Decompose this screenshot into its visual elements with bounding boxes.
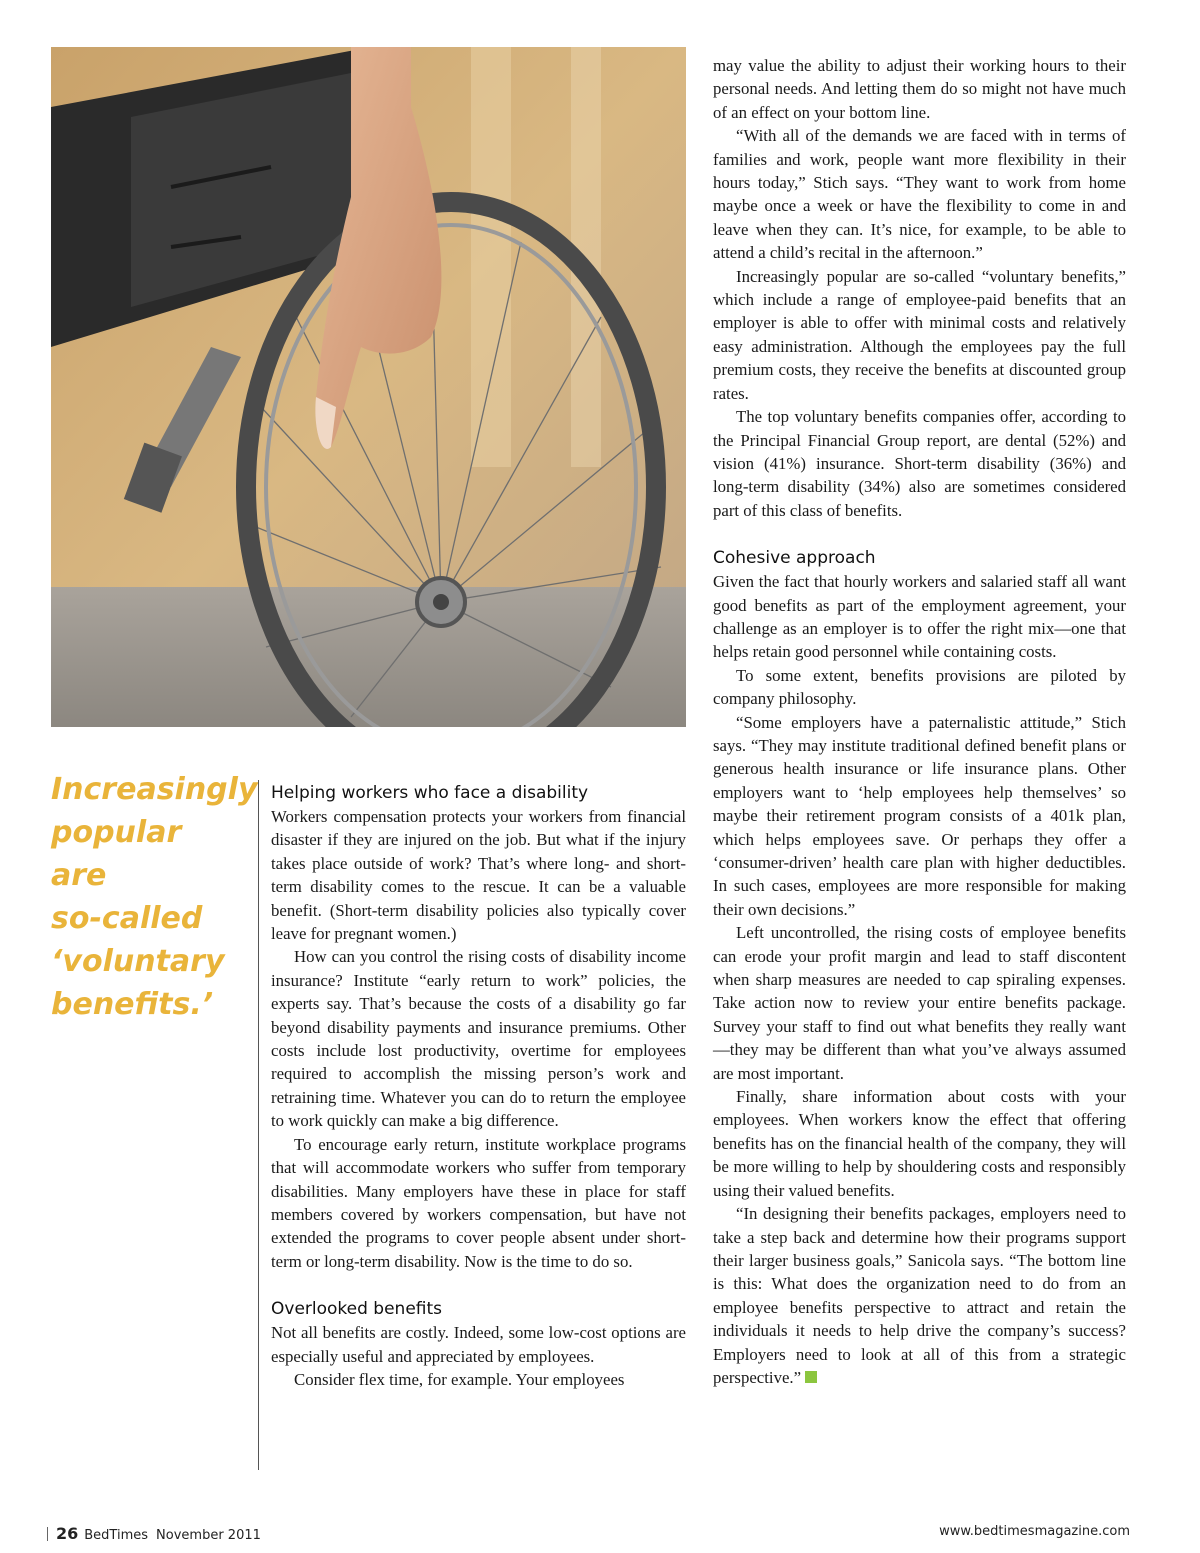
body-paragraph: To some extent, benefits provisions are piloted by company philosophy. [713, 665, 1126, 709]
closing-paragraph-text: “In designing their benefits packages, employers need to take a step back and determine how their programs support their larger business goals,” Sanicola says. “The bottom line is this: What does the organization need to do from an employee benefits perspective to attract and retain the individuals it needs to help drive the company’s success? Employers need to look at all of this from a strategic perspective.” [713, 1204, 1126, 1387]
page-number: 26 [56, 1524, 79, 1543]
body-paragraph: Not all benefits are costly. Indeed, some low-cost options are especially useful and appreciated by employees. [271, 1323, 686, 1366]
body-paragraph: “With all of the demands we are faced with in terms of families and work, people want more flexibility in their hours today,” Stich says. “They want to work from home maybe once a week or have the flexibility to come in and leave when they can. It’s nice, for example, to be able to attend a child’s recital in the afternoon.” [713, 126, 1126, 263]
body-paragraph: How can you control the rising costs of disability income insurance? Institute “early return to work” policies, the experts say. That’s because the costs of a disability go far beyond disability payments and insurance premiums. Other costs include lost productivity, overtime for employees required to accomplish the missing person’s work and retraining time. Whatever you can do to return the employee to work quickly can make a big difference. [271, 947, 686, 1131]
body-paragraph [713, 1202, 1126, 1389]
pull-quote-line: benefits.’ [51, 987, 214, 1022]
column-divider [258, 780, 259, 1470]
website-url: www.bedtimesmagazine.com [939, 1524, 1130, 1539]
body-paragraph: Finally, share information about costs with your employees. When workers know the effect that offering benefits has on the financial health of the company, they will be more willing to help by shouldering costs and responsibly using their valued benefits. [713, 1087, 1126, 1200]
body-paragraph: Increasingly popular are so-called “voluntary benefits,” which include a range of employee-paid benefits that an employer is able to offer with minimal costs and relatively easy administration. Although the employees pay the full premium costs, they receive the benefits at discounted group rates. [713, 266, 1126, 403]
wheelchair-photo [51, 47, 686, 727]
body-paragraph: may value the ability to adjust their working hours to their personal needs. And letting them do so might not have much of an effect on your bottom line. [713, 56, 1126, 122]
end-mark-icon [805, 1371, 817, 1383]
body-paragraph: Left uncontrolled, the rising costs of employee benefits can erode your profit margin and lead to staff discontent when sharp measures are needed to cap spiraling expenses. Take action now to review your entire benefits package. Survey your staff to find out what benefits they really want—they may be different than what you’ve always assumed are most important. [713, 923, 1126, 1083]
footer-divider [47, 1527, 48, 1541]
pull-quote-line: Increasingly [51, 772, 258, 807]
pull-quote-line: ‘voluntary [51, 944, 225, 979]
issue-date: November 2011 [156, 1528, 261, 1543]
magazine-name: BedTimes [84, 1528, 149, 1543]
body-paragraph: Consider flex time, for example. Your employees [294, 1369, 625, 1389]
pull-quote [51, 768, 258, 1026]
pull-quote-line: popular are [51, 815, 182, 893]
body-paragraph: “Some employers have a paternalistic attitude,” Stich says. “They may institute traditional defined benefit plans or generous health insurance or life insurance plans. Other employers want to ‘help employees help themselves’ so maybe their retirement program consists of a 401k plan, which helps employees save. Or perhaps they offer a ‘consumer-driven’ health care plan with higher deductibles. In such cases, employees are more responsible for making their own decisions.” [713, 712, 1126, 919]
section-heading: Overlooked benefits [271, 1299, 443, 1320]
section-heading: Cohesive approach [713, 548, 876, 569]
section-heading: Helping workers who face a disability [271, 783, 589, 803]
wheelchair-illustration [51, 47, 686, 727]
body-paragraph: To encourage early return, institute workplace programs that will accommodate workers who suffer from temporary disabilities. Many employers have these in place for staff members covered by workers compensation, but have not extended the programs to cover people absent under short-term or long-term disability. Now is the time to do so. [271, 1134, 686, 1271]
middle-column [271, 781, 686, 1391]
body-paragraph: The top voluntary benefits companies offer, according to the Principal Financial Group report, are dental (52%) and vision (41%) insurance. Short-term disability (36%) and long-term disability (34%) also are sometimes considered part of this class of benefits. [713, 407, 1126, 520]
pull-quote-line: so-called [51, 901, 203, 936]
footer-left [47, 1524, 261, 1543]
right-column [713, 54, 1126, 1389]
body-paragraph: Given the fact that hourly workers and salaried staff all want good benefits as part of the employment agreement, your challenge as an employer is to offer the right mix—one that helps retain good personnel while containing costs. [713, 572, 1126, 662]
body-paragraph: Workers compensation protects your workers from financial disaster if they are injured on the job. But what if the injury takes place outside of work? That’s where long- and short-term disability comes to the rescue. It can be a valuable benefit. (Short-term disability policies also typically cover leave for pregnant women.) [271, 807, 686, 944]
